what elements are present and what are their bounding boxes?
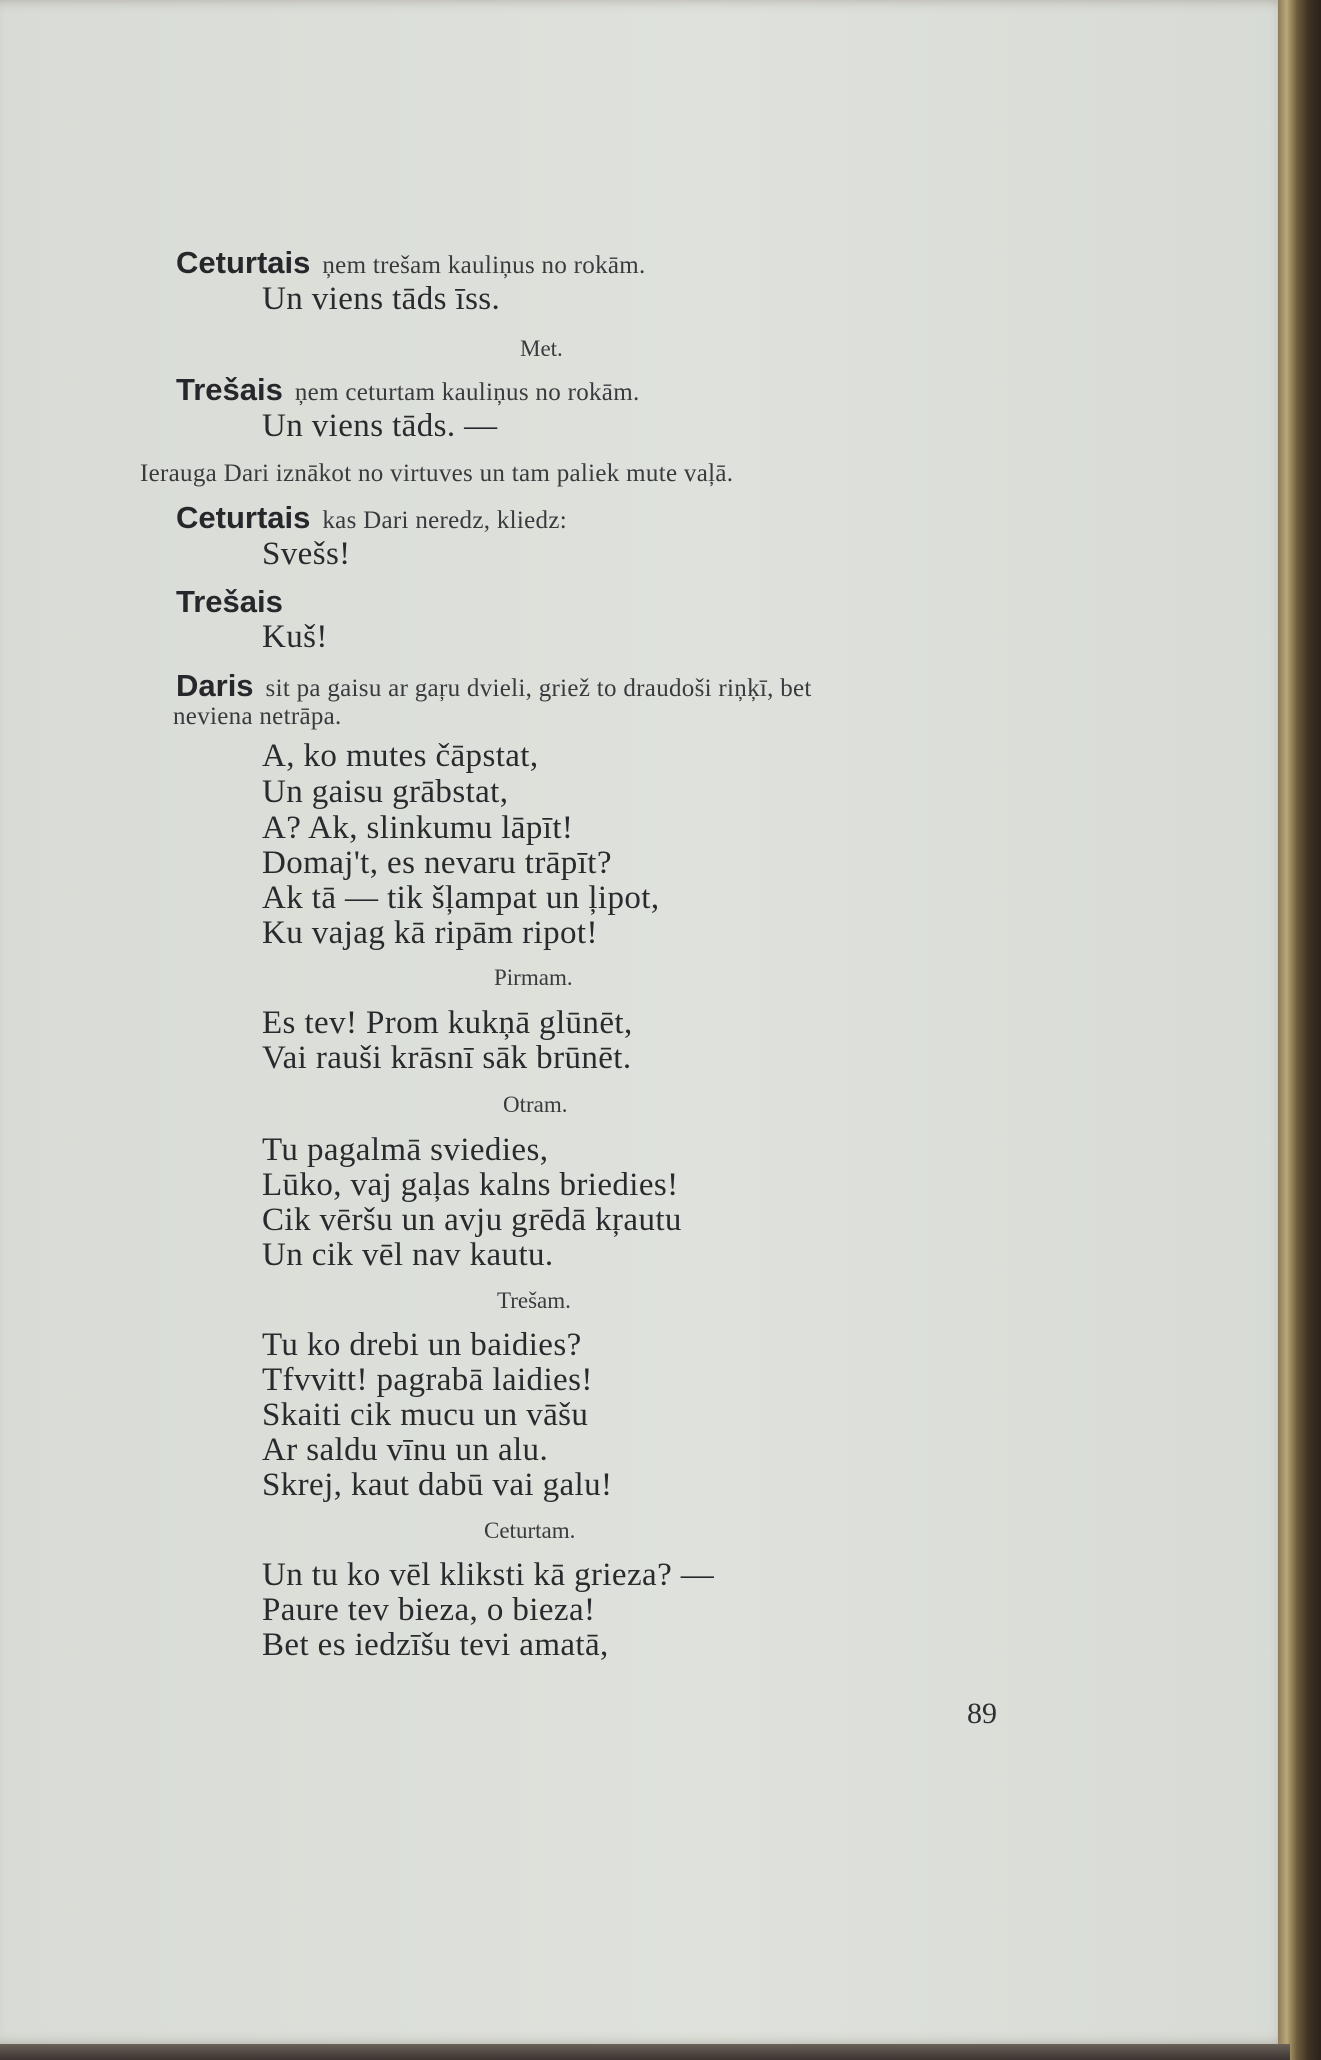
speaker-line [176,584,283,620]
verse-line: Ar saldu vīnu un alu. [262,1432,549,1468]
stage-direction: kas Dari neredz, kliedz: [322,507,567,534]
speaker-name: Ceturtais [176,500,311,535]
verse-line: Tu pagalmā sviedies, [262,1132,549,1168]
verse-line: Ak tā — tik šļampat un ļipot, [262,880,660,916]
verse-line: Skaiti cik mucu un vāšu [262,1397,589,1433]
stage-direction: neviena netrāpa. [173,703,342,730]
stage-direction: Ierauga Dari iznākot no virtuves un tam paliek mute vaļā. [140,460,734,487]
verse-line: Un tu ko vēl kliksti kā grieza? — [262,1557,715,1593]
stage-direction-center: Met. [520,336,563,361]
page-bottom-shadow [0,2044,1290,2060]
verse-line: Un viens tāds. — [262,408,498,444]
verse-line: Kuš! [262,619,328,655]
verse-line: Paure tev bieza, o bieza! [262,1592,596,1628]
verse-line: Svešs! [262,536,351,572]
page-edge [1278,0,1321,2060]
stage-direction: sit pa gaisu ar gaŗu dvieli, griež to draudoši riņķī, bet [265,675,812,702]
verse-line: Domaj't, es nevaru trāpīt? [262,845,612,881]
verse-line: Ku vajag kā ripām ripot! [262,915,598,951]
verse-line: A, ko mutes čāpstat, [262,738,539,774]
verse-line: Un cik vēl nav kautu. [262,1237,554,1273]
speaker-line [176,668,812,704]
speaker-name: Trešais [176,372,283,407]
stage-direction-center: Otram. [503,1092,568,1117]
stage-direction: ņem ceturtam kauliņus no rokām. [294,379,640,406]
speaker-line [176,372,640,408]
verse-line: Un gaisu grābstat, [262,774,509,810]
verse-line: Cik vēršu un avju grēdā kŗautu [262,1202,682,1238]
verse-line: Un viens tāds īss. [262,281,501,317]
speaker-name: Daris [176,668,254,703]
verse-line: Bet es iedzīšu tevi amatā, [262,1627,609,1663]
verse-line: Tu ko drebi un baidies? [262,1327,582,1363]
stage-direction-center: Trešam. [497,1288,571,1313]
stage-direction: ņem trešam kauliņus no rokām. [322,252,646,279]
verse-line: Vai rauši krāsnī sāk brūnēt. [262,1040,632,1076]
speaker-line [176,500,567,536]
speaker-name: Ceturtais [176,245,311,280]
verse-line: A? Ak, slinkumu lāpīt! [262,810,574,846]
verse-line: Skrej, kaut dabū vai galu! [262,1467,613,1503]
speaker-line [176,245,646,281]
verse-line: Lūko, vaj gaļas kalns briedies! [262,1167,679,1203]
verse-line: Es tev! Prom kukņā glūnēt, [262,1005,633,1041]
speaker-name: Trešais [176,584,283,619]
stage-direction-center: Ceturtam. [484,1518,576,1543]
verse-line: Tfvvitt! pagrabā laidies! [262,1362,593,1398]
stage-direction-center: Pirmam. [494,965,573,990]
page-number: 89 [967,1697,997,1730]
